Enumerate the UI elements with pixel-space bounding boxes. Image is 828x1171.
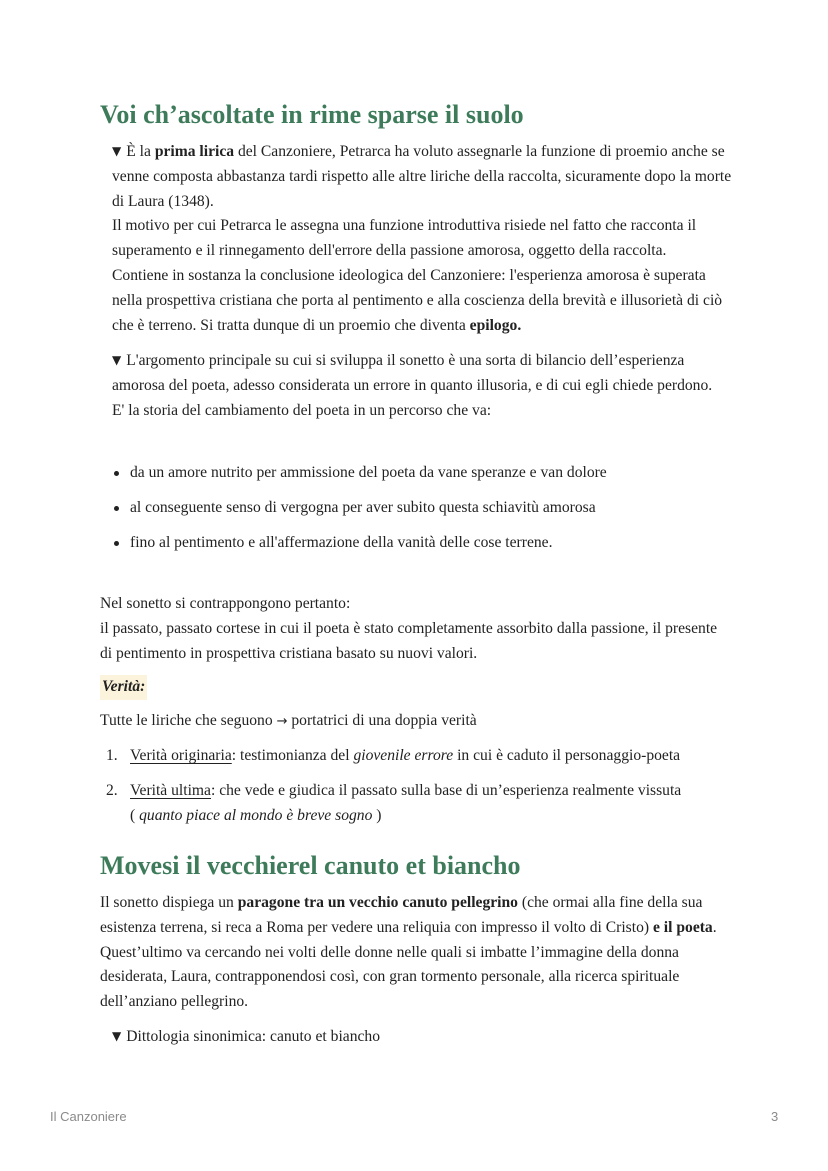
- bullet-list-percorso: [112, 461, 732, 566]
- bullet-dot-icon: [114, 471, 119, 476]
- toggle1-paragraph-3: Contiene in sostanza la conclusione ideologica del Canzoniere: l'esperienza amorosa è superata nella prospettiva cristiana che porta al pentimento e alla coscienza della brevità e illusorietà di ciò che è terreno. Si tratta dunque di un proemio che diventa: [112, 266, 723, 334]
- toggle-block-dittologia[interactable]: [112, 1025, 732, 1050]
- paragraph-contrapposizione: [100, 592, 730, 666]
- verita-ultima-term: Verità ultima: [130, 782, 211, 799]
- list-item: 1. Verità originaria: testimonianza del giovenile errore in cui è caduto il personaggio-poeta: [106, 747, 681, 764]
- list-item: 2. Verità ultima: che vede e giudica il passato sulla base di un’esperienza realmente vissuta ( quanto piace al mondo è breve sogno ): [106, 782, 682, 824]
- heading-movesi-il-vecchierel: Movesi il vecchierel canuto et biancho: [100, 851, 521, 880]
- verita-intro: Tutte le liriche che seguono → portatrici di una doppia verità: [100, 712, 477, 729]
- toggle1-text-a: È la: [126, 143, 155, 160]
- verita-label-row: [100, 675, 730, 700]
- toggle1-epilogo: epilogo.: [469, 316, 522, 334]
- list-item: da un amore nutrito per ammissione del poeta da vane speranze e van dolore: [112, 461, 732, 496]
- toggle1-paragraph-2: Il motivo per cui Petrarca le assegna una funzione introduttiva risiede nel fatto che racconta il superamento e il rinnegamento dell'errore della passione amorosa, oggetto della raccolta.: [112, 217, 697, 260]
- bullet-dot-icon: [114, 506, 119, 511]
- paragraph-paragone: Il sonetto dispiega un paragone tra un vecchio canuto pellegrino (che ormai alla fine della sua esistenza terrena, si reca a Roma per vedere una reliquia con impresso il volto di Cristo) e il poeta. Quest’ultimo va cercando nei volti delle donne nelle quali si imbatte l’immagine della donna desiderata, Laura, contrapponendosi così, con gran tormento personale, alla ricerca spirituale dell’anziano pellegrino.: [100, 894, 717, 1011]
- toggle-dittologia-text: Dittologia sinonimica: canuto et biancho: [126, 1028, 381, 1045]
- contrast-line-2: il passato, passato cortese in cui il poeta è stato completamente assorbito dalla passione, il presente di pentimento in prospettiva cristiana basato su nuovi valori.: [100, 619, 718, 662]
- verita-originaria-term: Verità originaria: [130, 747, 232, 764]
- list-item: fino al pentimento e all'affermazione della vanità delle cose terrene.: [112, 531, 732, 566]
- footer-page-number: 3: [771, 1109, 779, 1124]
- toggle-triangle-icon[interactable]: ▼: [112, 1029, 122, 1043]
- toggle-triangle-icon[interactable]: ▼: [112, 353, 122, 367]
- arrow-right-icon: →: [276, 714, 288, 729]
- toggle1-bold: prima lirica: [154, 143, 235, 160]
- toggle2-paragraph-1: L'argomento principale su cui si sviluppa il sonetto è una sorta di bilancio dell’esperienza amorosa del poeta, adesso considerata un errore in quanto illusoria, e di cui egli chiede perdono.: [112, 352, 713, 394]
- toggle-block-argomento[interactable]: [112, 349, 732, 423]
- footer-document-title: Il Canzoniere: [50, 1109, 127, 1124]
- toggle2-paragraph-2: E' la storia del cambiamento del poeta in un percorso che va:: [112, 401, 492, 419]
- verita-highlight-label: Verità:: [100, 675, 147, 700]
- heading-voi-chascoltate: Voi ch’ascoltate in rime sparse il suolo: [100, 100, 524, 129]
- list-item: al conseguente senso di vergogna per aver subito questa schiavitù amorosa: [112, 496, 732, 531]
- toggle1-text-b: del Canzoniere, Petrarca ha voluto assegnarle la funzione di proemio anche se venne composta abbastanza tardi rispetto alle altre liriche della raccolta, sicuramente dopo la morte di Laura (1348).: [112, 143, 732, 210]
- contrast-line-1: Nel sonetto si contrappongono pertanto:: [100, 595, 351, 612]
- toggle-block-prima-lirica[interactable]: [112, 140, 732, 338]
- toggle-triangle-icon[interactable]: ▼: [112, 144, 122, 158]
- numbered-list-verita: [106, 744, 736, 829]
- bullet-dot-icon: [114, 541, 119, 546]
